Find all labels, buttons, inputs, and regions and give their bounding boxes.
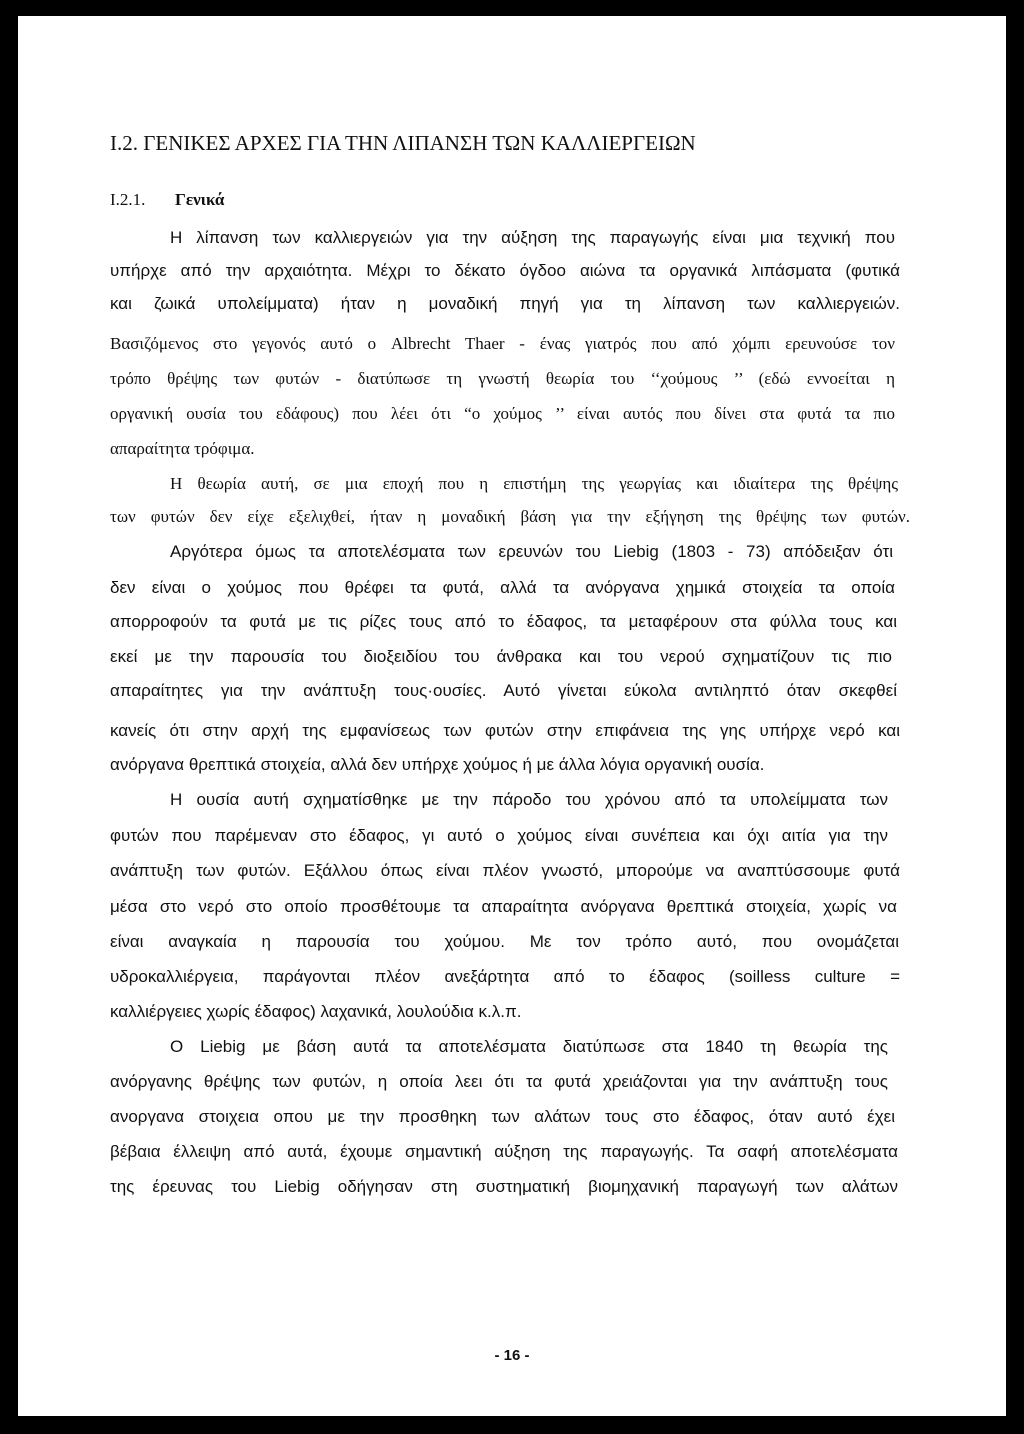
text-line: Ο Liebig με βάση αυτά τα αποτελέσματα διατύπωσε στα 1840 τη θεωρία της (170, 1037, 888, 1056)
text-line: βέβαια έλλειψη από αυτά, έχουμε σημαντική αύξηση της παραγωγής. Τα σαφή αποτελέσματα (110, 1142, 898, 1161)
text-line: ανόργανα θρεπτικά στοιχεία, αλλά δεν υπήρχε χούμος ή με άλλα λόγια οργανική ουσία. (110, 755, 765, 774)
text-line: εκεί με την παρουσία του διοξειδίου του άνθρακα και του νερού σχηματίζουν τις πιο (110, 647, 892, 666)
text-line: Η ουσία αυτή σχηματίσθηκε με την πάροδο του χρόνου από τα υπολείμματα των (170, 790, 888, 809)
text-line: ανοργανα στοιχεια οπου με την προσθηκη των αλάτων τους στο έδαφος, όταν αυτό έχει (110, 1107, 895, 1126)
text-line: ανόργανης θρέψης των φυτών, η οποία λεει ότι τα φυτά χρειάζονται για την ανάπτυξη τους (110, 1072, 888, 1091)
text-line: της έρευνας του Liebig οδήγησαν στη συστηματική βιομηχανική παραγωγή των αλάτων (110, 1177, 898, 1196)
text-line: απαραίτητα τρόφιμα. (110, 439, 255, 458)
text-line: Αργότερα όμως τα αποτελέσματα των ερευνών του Liebig (1803 - 73) απόδειξαν ότι (170, 542, 893, 561)
subsection-number: I.2.1. (110, 190, 146, 209)
page-number: - 16 - (494, 1347, 530, 1364)
text-line: απαραίτητες για την ανάπτυξη τους·ουσίες. Αυτό γίνεται εύκολα αντιληπτό όταν σκεφθεί (110, 681, 897, 700)
section-heading: I.2. ΓΕΝΙΚΕΣ ΑΡΧΕΣ ΓΙΑ ΤΗΝ ΛΙΠΑΝΣΗ ΤΩΝ ΚΑΛΛΙΕΡΓΕΙΩΝ (110, 131, 696, 155)
text-line: κανείς ότι στην αρχή της εμφανίσεως των φυτών στην επιφάνεια της γης υπήρχε νερό και (110, 721, 900, 740)
text-line: είναι αναγκαία η παρουσία του χούμου. Με τον τρόπο αυτό, που ονομάζεται (110, 932, 899, 951)
subsection-title: Γενικά (175, 190, 225, 209)
text-line: μέσα στο νερό στο οποίο προσθέτουμε τα απαραίτητα ανόργανα θρεπτικά στοιχεία, χωρίς να (110, 897, 897, 916)
text-line: απορροφούν τα φυτά με τις ρίζες τους από το έδαφος, τα μεταφέρουν στα φύλλα τους και (110, 612, 897, 631)
text-line: Βασιζόμενος στο γεγονός αυτό ο Albrecht Thaer - ένας γιατρός που από χόμπι ερευνούσε τον (110, 334, 895, 353)
text-line: οργανική ουσία του εδάφους) που λέει ότι “ο χούμος ’’ είναι αυτός που δίνει στα φυτά τα πιο (110, 404, 895, 423)
text-line: των φυτών δεν είχε εξελιχθεί, ήταν η μοναδική βάση για την εξήγηση της θρέψης των φυτών. (110, 507, 910, 526)
text-line: ανάπτυξη των φυτών. Εξάλλου όπως είναι πλέον γνωστό, μπορούμε να αναπτύσσουμε φυτά (110, 861, 900, 880)
text-line: και ζωικά υπολείμματα) ήταν η μοναδική πηγή για τη λίπανση των καλλιεργειών. (110, 294, 900, 313)
text-line: φυτών που παρέμεναν στο έδαφος, γι αυτό ο χούμος είναι συνέπεια και όχι αιτία για την (110, 826, 888, 845)
text-line: δεν είναι ο χούμος που θρέφει τα φυτά, αλλά τα ανόργανα χημικά στοιχεία τα οποία (110, 578, 895, 597)
text-line: υπήρχε από την αρχαιότητα. Μέχρι το δέκατο όγδοο αιώνα τα οργανικά λιπάσματα (φυτικά (110, 261, 900, 280)
text-line: καλλιέργειες χωρίς έδαφος) λαχανικά, λουλούδια κ.λ.π. (110, 1002, 522, 1021)
text-line: υδροκαλλιέργεια, παράγονται πλέον ανεξάρτητα από το έδαφος (soilless culture = (110, 967, 900, 986)
text-line: Η θεωρία αυτή, σε μια εποχή που η επιστήμη της γεωργίας και ιδιαίτερα της θρέψης (170, 474, 898, 493)
text-line: τρόπο θρέψης των φυτών - διατύπωσε τη γνωστή θεωρία του ‘‘χούμους ’’ (εδώ εννοείται η (110, 369, 895, 388)
text-line: Η λίπανση των καλλιεργειών για την αύξηση της παραγωγής είναι μια τεχνική που (170, 228, 895, 247)
